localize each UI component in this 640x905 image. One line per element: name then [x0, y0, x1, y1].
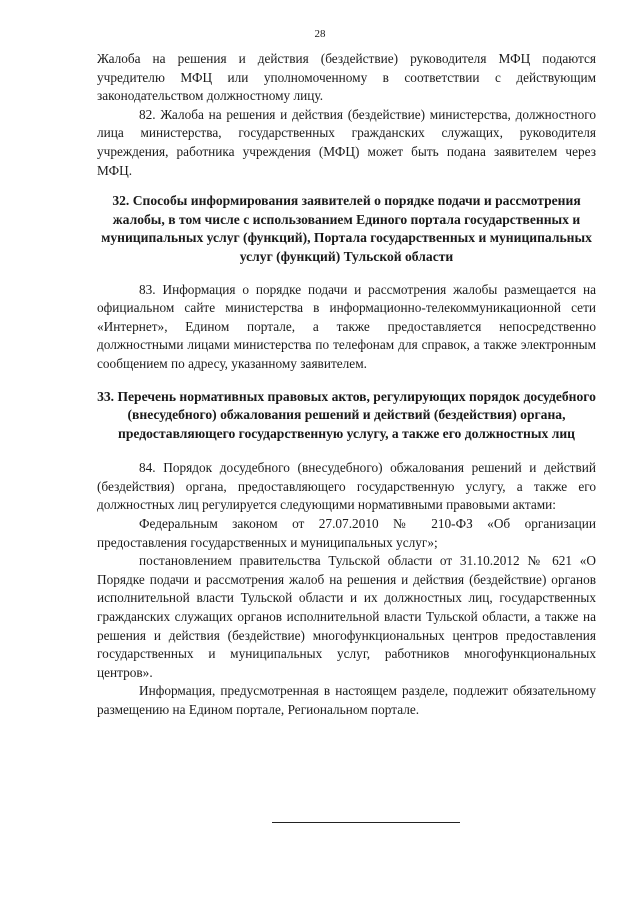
- paragraph-83: 83. Информация о порядке подачи и рассмотрения жалобы размещается на официальном сайте министерства в информационно-телекоммуникационной сети «Интернет», Едином портале, а также предоставляется непосредственно должностными лицами министерства по телефонам для справок, а также электронным сообщением по адресу, указанному заявителем.: [97, 281, 596, 371]
- paragraph-resolution-621: постановлением правительства Тульской области от 31.10.2012 № 621 «О Порядке подачи и рассмотрения жалоб на решения и действия (бездействие) органов исполнительной власти Тульской области и их должностных лиц, государственных гражданских служащих органов исполнительной власти Тульской области, а также на решения и действия (бездействие) многофункциональных центров предоставления государственных и муниципальных услуг, работников многофункциональных центров».: [97, 553, 596, 680]
- paragraph-84: 84. Порядок досудебного (внесудебного) обжалования решений и действий (бездействия) органа, предоставляющего государственную услугу, а также его должностных лиц регулируется следующими нормативными правовыми актами:: [97, 460, 596, 513]
- section-32-heading: 32. Способы информирования заявителей о порядке подачи и рассмотрения жалобы, в том числе с использованием Единого портала государственных и муниципальных услуг (функций), Портала государственных и муниципальных услуг (функций) Тульской области: [101, 193, 592, 264]
- paragraph-mfc-complaint: Жалоба на решения и действия (бездействие) руководителя МФЦ подаются учредителю МФЦ или уполномоченному в соответствии с действующим законодательством должностному лицу.: [97, 51, 596, 104]
- section-33-heading: 33. Перечень нормативных правовых актов, регулирующих порядок досудебного (внесудебного) обжалования решений и действий (бездействия) органа, предоставляющего государственную услугу, а также его должностных лиц: [97, 388, 596, 441]
- page-number: 28: [314, 28, 326, 40]
- footer-divider: [272, 822, 460, 823]
- paragraph-information: Информация, предусмотренная в настоящем разделе, подлежит обязательному размещению на Едином портале, Региональном портале.: [97, 683, 596, 717]
- paragraph-82: 82. Жалоба на решения и действия (бездействие) министерства, должностного лица министерства, государственных гражданских служащих, руководителя учреждения, работника учреждения (МФЦ) может быть подана заявителем через МФЦ.: [97, 106, 596, 178]
- paragraph-federal-law: Федеральным законом от 27.07.2010 № 210-ФЗ «Об организации предоставления государственных и муниципальных услуг»;: [97, 516, 596, 550]
- page-content: [97, 50, 596, 720]
